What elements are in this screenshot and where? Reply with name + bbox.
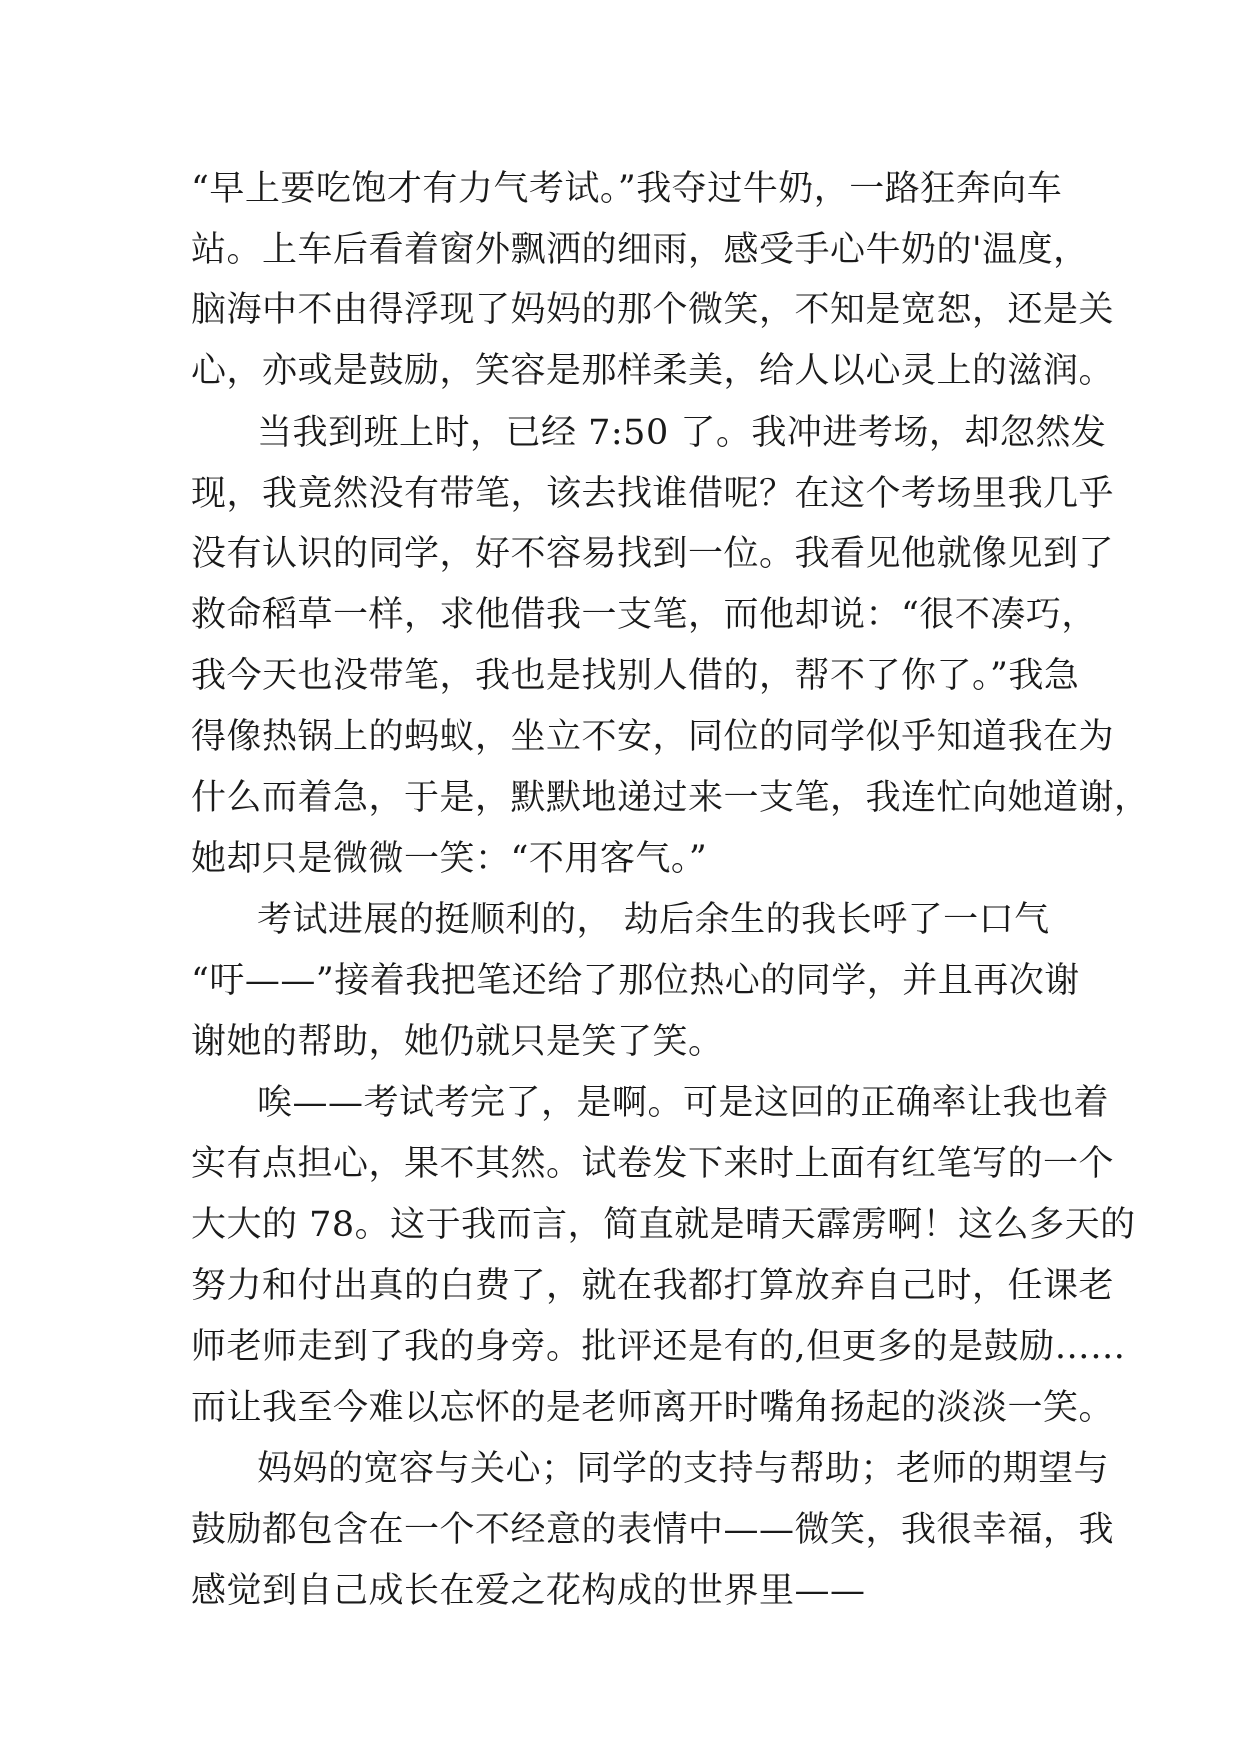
text-line: 感觉到自己成长在爱之花构成的世界里—— — [191, 1571, 866, 1611]
text-line: 什么而着急，于是，默默地递过来一支笔，我连忙向她道谢， — [191, 778, 1150, 818]
text-line: 我今天也没带笔，我也是找别人借的，帮不了你了。”我急 — [191, 656, 1080, 696]
text-line: 大大的 78。这于我而言，简直就是晴天霹雳啊！这么多天的 — [191, 1205, 1136, 1245]
text-line: 站。上车后看着窗外飘洒的细雨，感受手心牛奶的'温度， — [191, 230, 1089, 270]
text-line: 救命稻草一样，求他借我一支笔，而他却说：“很不凑巧， — [191, 595, 1097, 635]
paragraph-first-line: 当我到班上时，已经 7:50 了。我冲进考场，却忽然发 — [257, 413, 1107, 453]
paragraph-first-line: 考试进展的挺顺利的， 劫后余生的我长呼了一口气 — [257, 900, 1050, 940]
paragraph-first-line: 唉——考试考完了，是啊。可是这回的正确率让我也着 — [257, 1083, 1110, 1123]
text-line: “早上要吃饱才有力气考试。”我夺过牛奶，一路狂奔向车 — [191, 169, 1063, 209]
text-line: 现，我竟然没有带笔，该去找谁借呢？在这个考场里我几乎 — [191, 474, 1115, 514]
text-line: 她却只是微微一笑：“不用客气。” — [191, 839, 708, 879]
paragraph-first-line: 妈妈的宽容与关心；同学的支持与帮助；老师的期望与 — [257, 1449, 1110, 1489]
text-line: 谢她的帮助，她仍就只是笑了笑。 — [191, 1022, 724, 1062]
text-line: 努力和付出真的白费了，就在我都打算放弃自己时，任课老 — [191, 1266, 1115, 1306]
text-line: 而让我至今难以忘怀的是老师离开时嘴角扬起的淡淡一笑。 — [191, 1388, 1115, 1428]
text-line: 得像热锅上的蚂蚁，坐立不安，同位的同学似乎知道我在为 — [191, 717, 1115, 757]
text-line: 鼓励都包含在一个不经意的表情中——微笑，我很幸福，我 — [191, 1510, 1115, 1550]
text-line: 心，亦或是鼓励，笑容是那样柔美，给人以心灵上的滋润。 — [191, 351, 1115, 391]
text-line: 没有认识的同学，好不容易找到一位。我看见他就像见到了 — [191, 534, 1115, 574]
text-line: “吁——”接着我把笔还给了那位热心的同学，并且再次谢 — [191, 961, 1080, 1001]
text-line: 脑海中不由得浮现了妈妈的那个微笑，不知是宽恕，还是关 — [191, 290, 1115, 330]
text-line: 师老师走到了我的身旁。批评还是有的,但更多的是鼓励…… — [191, 1327, 1126, 1367]
text-line: 实有点担心，果不其然。试卷发下来时上面有红笔写的一个 — [191, 1144, 1115, 1184]
